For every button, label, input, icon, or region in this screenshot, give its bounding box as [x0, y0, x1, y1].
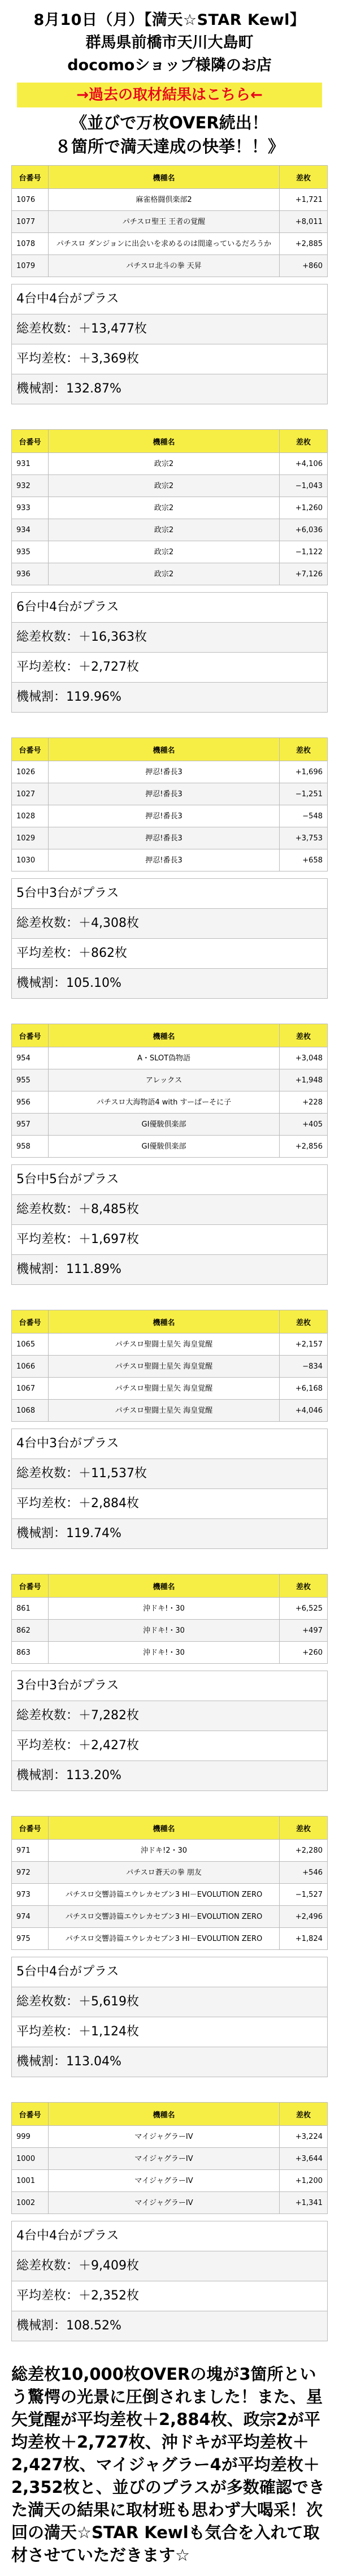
coin-difference: +260 [280, 1642, 328, 1664]
machine-name: 沖ドキ!・30 [49, 1620, 280, 1642]
results-table [11, 429, 328, 585]
average-difference: 平均差枚：＋2,727枚 [11, 653, 328, 683]
coin-difference: +8,011 [280, 211, 328, 233]
machine-name: 押忍!番長3 [49, 805, 280, 827]
coin-difference: +1,824 [280, 1928, 328, 1950]
page-title: 8月10日（月）【満天☆STAR Kewl】 [33, 11, 306, 29]
header-machine-name: 機種名 [49, 1310, 280, 1334]
machine-number: 861 [12, 1598, 49, 1620]
machine-number: 957 [12, 1114, 49, 1136]
machine-name: 沖ドキ!・30 [49, 1642, 280, 1664]
machine-number: 971 [12, 1840, 49, 1862]
machine-number: 1001 [12, 2170, 49, 2192]
coin-difference: −1,251 [280, 783, 328, 805]
payout-rate: 機械割：113.04% [11, 2047, 328, 2077]
table-row [12, 563, 328, 585]
coin-difference: +4,046 [280, 1400, 328, 1422]
coin-difference: +1,200 [280, 2170, 328, 2192]
machine-name: A・SLOT偽物語 [49, 1047, 280, 1069]
result-section [11, 1816, 328, 2077]
result-section [11, 1574, 328, 1791]
coin-difference: −548 [280, 805, 328, 827]
header-difference: 差枚 [280, 1024, 328, 1047]
machine-name: 押忍!番長3 [49, 783, 280, 805]
machine-number: 1027 [12, 783, 49, 805]
coin-difference: +1,341 [280, 2192, 328, 2214]
result-section [11, 1310, 328, 1549]
machine-name: 押忍!番長3 [49, 849, 280, 871]
plus-count: 5台中3台がプラス [11, 878, 328, 909]
result-section [11, 737, 328, 999]
machine-name: マイジャグラーIV [49, 2170, 280, 2192]
machine-number: 955 [12, 1069, 49, 1091]
machine-number: 1026 [12, 761, 49, 783]
header-machine-number: 台番号 [12, 1024, 49, 1047]
machine-number: 931 [12, 453, 49, 475]
coin-difference: +3,753 [280, 827, 328, 849]
machine-number: 1079 [12, 255, 49, 277]
machine-number: 973 [12, 1884, 49, 1906]
table-row [12, 2192, 328, 2214]
machine-number: 954 [12, 1047, 49, 1069]
summary-box [11, 1164, 328, 1285]
machine-name: パチスロ交響詩篇エウレカセブン3 HI－EVOLUTION ZERO [49, 1928, 280, 1950]
coin-difference: +497 [280, 1620, 328, 1642]
coin-difference: +2,157 [280, 1334, 328, 1356]
coin-difference: +2,856 [280, 1136, 328, 1158]
coin-difference: +4,106 [280, 453, 328, 475]
table-row [12, 453, 328, 475]
machine-name: パチスロ聖闘士星矢 海皇覚醒 [49, 1378, 280, 1400]
table-row [12, 255, 328, 277]
total-difference: 総差枚数：＋5,619枚 [11, 1987, 328, 2017]
machine-name: GI優駿倶楽部 [49, 1114, 280, 1136]
machine-name: アレックス [49, 1069, 280, 1091]
coin-difference: +3,224 [280, 2126, 328, 2148]
table-row [12, 1356, 328, 1378]
machine-number: 934 [12, 519, 49, 541]
machine-name: パチスロ聖王 王者の覚醒 [49, 211, 280, 233]
machine-number: 1078 [12, 233, 49, 255]
machine-number: 932 [12, 475, 49, 497]
coin-difference: +2,885 [280, 233, 328, 255]
results-table [11, 2102, 328, 2214]
machine-number: 974 [12, 1906, 49, 1928]
machine-number: 972 [12, 1862, 49, 1884]
machine-name: パチスロ聖闘士星矢 海皇覚醒 [49, 1334, 280, 1356]
section-spacer [0, 1549, 339, 1574]
results-table [11, 1574, 328, 1664]
header-difference: 差枚 [280, 738, 328, 761]
table-row [12, 1620, 328, 1642]
lead-line-2: ８箇所で満天達成の快挙！！》 [54, 137, 284, 156]
machine-name: 政宗2 [49, 541, 280, 563]
average-difference: 平均差枚：＋3,369枚 [11, 344, 328, 374]
coin-difference: +6,525 [280, 1598, 328, 1620]
plus-count: 4台中4台がプラス [11, 2221, 328, 2251]
header-difference: 差枚 [280, 1574, 328, 1598]
plus-count: 6台中4台がプラス [11, 592, 328, 623]
machine-number: 935 [12, 541, 49, 563]
payout-rate: 機械割：113.20% [11, 1761, 328, 1791]
result-section [11, 1024, 328, 1285]
coin-difference: +658 [280, 849, 328, 871]
results-sections [0, 165, 339, 2341]
header-machine-name: 機種名 [49, 2103, 280, 2126]
section-spacer [0, 2077, 339, 2102]
table-row [12, 1840, 328, 1862]
table-row [12, 1069, 328, 1091]
machine-number: 933 [12, 497, 49, 519]
machine-number: 956 [12, 1091, 49, 1114]
coin-difference: +405 [280, 1114, 328, 1136]
table-row [12, 1884, 328, 1906]
payout-rate: 機械割：119.96% [11, 683, 328, 713]
coin-difference: +2,496 [280, 1906, 328, 1928]
summary-box [11, 1671, 328, 1791]
table-row [12, 1136, 328, 1158]
result-section [11, 165, 328, 404]
plus-count: 4台中4台がプラス [11, 284, 328, 314]
machine-number: 975 [12, 1928, 49, 1950]
machine-number: 1068 [12, 1400, 49, 1422]
machine-name: 沖ドキ!・30 [49, 1598, 280, 1620]
machine-name: パチスロ蒼天の拳 朋友 [49, 1862, 280, 1884]
average-difference: 平均差枚：＋2,352枚 [11, 2281, 328, 2311]
result-section [11, 429, 328, 713]
header-difference: 差枚 [280, 1310, 328, 1334]
header-machine-name: 機種名 [49, 1816, 280, 1840]
table-row [12, 761, 328, 783]
coin-difference: +3,644 [280, 2148, 328, 2170]
summary-box [11, 1957, 328, 2077]
machine-name: 沖ドキ!2・30 [49, 1840, 280, 1862]
machine-name: パチスロ交響詩篇エウレカセブン3 HI－EVOLUTION ZERO [49, 1906, 280, 1928]
machine-number: 936 [12, 563, 49, 585]
average-difference: 平均差枚：＋2,884枚 [11, 1489, 328, 1519]
machine-name: 政宗2 [49, 475, 280, 497]
plus-count: 5台中4台がプラス [11, 1957, 328, 1987]
store-location-note: docomoショップ様隣のお店 [67, 57, 272, 74]
machine-number: 1066 [12, 1356, 49, 1378]
machine-number: 958 [12, 1136, 49, 1158]
machine-name: パチスロ大海物語4 with すーぱーそに子 [49, 1091, 280, 1114]
results-table [11, 1816, 328, 1950]
total-difference: 総差枚数：＋16,363枚 [11, 623, 328, 653]
section-spacer [0, 713, 339, 737]
header-machine-name: 機種名 [49, 430, 280, 453]
header-difference: 差枚 [280, 1816, 328, 1840]
machine-name: 押忍!番長3 [49, 761, 280, 783]
coin-difference: +7,126 [280, 563, 328, 585]
header-machine-number: 台番号 [12, 166, 49, 189]
table-row [12, 2126, 328, 2148]
payout-rate: 機械割：119.74% [11, 1519, 328, 1549]
coin-difference: +1,721 [280, 189, 328, 211]
total-difference: 総差枚数：＋13,477枚 [11, 314, 328, 344]
lead-line-1: 《並びで万枚OVER続出！ [71, 113, 268, 132]
table-row [12, 783, 328, 805]
header-machine-name: 機種名 [49, 1024, 280, 1047]
machine-number: 1030 [12, 849, 49, 871]
coin-difference: +228 [280, 1091, 328, 1114]
page-header [0, 0, 339, 158]
average-difference: 平均差枚：＋1,124枚 [11, 2017, 328, 2047]
plus-count: 3台中3台がプラス [11, 1671, 328, 1701]
machine-number: 1000 [12, 2148, 49, 2170]
machine-number: 863 [12, 1642, 49, 1664]
coin-difference: +546 [280, 1862, 328, 1884]
header-machine-number: 台番号 [12, 1310, 49, 1334]
section-spacer [0, 404, 339, 429]
payout-rate: 機械割：111.89% [11, 1255, 328, 1285]
machine-name: パチスロ ダンジョンに出会いを求めるのは間違っているだろうか [49, 233, 280, 255]
table-row [12, 475, 328, 497]
machine-name: パチスロ北斗の拳 天昇 [49, 255, 280, 277]
closing-paragraph: 総差枚10,000枚OVERの塊が3箇所という驚愕の光景に圧倒されました！また、星矢覚醒が平均差枚＋2,884枚、政宗2が平均差枚＋2,727枚、沖ドキが平均差枚＋2,427枚、マイジャグラー4が平均差枚＋2,352枚と、並びのプラスが多数確認できた満天の結果に取材班も思わず大喝采！次回の満天☆STAR Kewlも気合を入れて取材させていただきます☆ [11, 2364, 325, 2565]
machine-name: 麻雀格闘倶楽部2 [49, 189, 280, 211]
plus-count: 5台中5台がプラス [11, 1164, 328, 1195]
payout-rate: 機械割：105.10% [11, 969, 328, 999]
summary-box [11, 2221, 328, 2341]
total-difference: 総差枚数：＋8,485枚 [11, 1195, 328, 1225]
machine-name: 政宗2 [49, 453, 280, 475]
average-difference: 平均差枚：＋2,427枚 [11, 1731, 328, 1761]
store-address: 群馬県前橋市天川大島町 [85, 34, 254, 51]
table-row [12, 1906, 328, 1928]
results-table [11, 165, 328, 277]
results-table [11, 1310, 328, 1422]
machine-name: マイジャグラーIV [49, 2148, 280, 2170]
header-machine-name: 機種名 [49, 166, 280, 189]
summary-box [11, 1429, 328, 1549]
coin-difference: +3,048 [280, 1047, 328, 1069]
total-difference: 総差枚数：＋4,308枚 [11, 909, 328, 939]
header-machine-number: 台番号 [12, 1816, 49, 1840]
coin-difference: +6,036 [280, 519, 328, 541]
table-row [12, 827, 328, 849]
payout-rate: 機械割：132.87% [11, 374, 328, 404]
table-row [12, 233, 328, 255]
header-machine-name: 機種名 [49, 1574, 280, 1598]
machine-number: 999 [12, 2126, 49, 2148]
table-row [12, 1862, 328, 1884]
coin-difference: −834 [280, 1356, 328, 1378]
past-results-link[interactable]: →過去の取材結果はこちら← [17, 83, 322, 107]
table-row [12, 1047, 328, 1069]
table-row [12, 1928, 328, 1950]
coin-difference: +2,280 [280, 1840, 328, 1862]
table-row [12, 211, 328, 233]
header-machine-number: 台番号 [12, 2103, 49, 2126]
table-row [12, 1378, 328, 1400]
machine-number: 862 [12, 1620, 49, 1642]
machine-name: 政宗2 [49, 563, 280, 585]
payout-rate: 機械割：108.52% [11, 2311, 328, 2341]
average-difference: 平均差枚：＋1,697枚 [11, 1225, 328, 1255]
table-row [12, 497, 328, 519]
header-machine-name: 機種名 [49, 738, 280, 761]
header-machine-number: 台番号 [12, 738, 49, 761]
summary-box [11, 284, 328, 404]
coin-difference: +1,696 [280, 761, 328, 783]
average-difference: 平均差枚：＋862枚 [11, 939, 328, 969]
table-row [12, 1114, 328, 1136]
machine-name: パチスロ交響詩篇エウレカセブン3 HI－EVOLUTION ZERO [49, 1884, 280, 1906]
header-machine-number: 台番号 [12, 1574, 49, 1598]
result-section [11, 2102, 328, 2341]
machine-number: 1077 [12, 211, 49, 233]
table-row [12, 2170, 328, 2192]
total-difference: 総差枚数：＋7,282枚 [11, 1701, 328, 1731]
section-spacer [0, 1285, 339, 1310]
machine-number: 1076 [12, 189, 49, 211]
coin-difference: +6,168 [280, 1378, 328, 1400]
machine-number: 1065 [12, 1334, 49, 1356]
coin-difference: +860 [280, 255, 328, 277]
machine-number: 1029 [12, 827, 49, 849]
total-difference: 総差枚数：＋9,409枚 [11, 2251, 328, 2281]
machine-name: 政宗2 [49, 519, 280, 541]
machine-name: 押忍!番長3 [49, 827, 280, 849]
total-difference: 総差枚数：＋11,537枚 [11, 1459, 328, 1489]
machine-name: 政宗2 [49, 497, 280, 519]
machine-number: 1028 [12, 805, 49, 827]
machine-name: マイジャグラーIV [49, 2126, 280, 2148]
section-spacer [0, 999, 339, 1024]
coin-difference: −1,527 [280, 1884, 328, 1906]
results-table [11, 737, 328, 871]
table-row [12, 519, 328, 541]
machine-name: GI優駿倶楽部 [49, 1136, 280, 1158]
coin-difference: +1,948 [280, 1069, 328, 1091]
summary-box [11, 592, 328, 713]
table-row [12, 805, 328, 827]
machine-number: 1002 [12, 2192, 49, 2214]
header-difference: 差枚 [280, 2103, 328, 2126]
plus-count: 4台中3台がプラス [11, 1429, 328, 1459]
machine-name: パチスロ聖闘士星矢 海皇覚醒 [49, 1356, 280, 1378]
coin-difference: +1,260 [280, 497, 328, 519]
table-row [12, 1400, 328, 1422]
table-row [12, 2148, 328, 2170]
header-difference: 差枚 [280, 430, 328, 453]
coin-difference: −1,043 [280, 475, 328, 497]
summary-box [11, 878, 328, 999]
table-row [12, 849, 328, 871]
machine-name: パチスロ聖闘士星矢 海皇覚醒 [49, 1400, 280, 1422]
coin-difference: −1,122 [280, 541, 328, 563]
table-row [12, 541, 328, 563]
table-row [12, 189, 328, 211]
table-row [12, 1598, 328, 1620]
header-difference: 差枚 [280, 166, 328, 189]
section-spacer [0, 1791, 339, 1816]
machine-name: マイジャグラーIV [49, 2192, 280, 2214]
header-machine-number: 台番号 [12, 430, 49, 453]
table-row [12, 1334, 328, 1356]
results-table [11, 1024, 328, 1158]
table-row [12, 1091, 328, 1114]
table-row [12, 1642, 328, 1664]
machine-number: 1067 [12, 1378, 49, 1400]
